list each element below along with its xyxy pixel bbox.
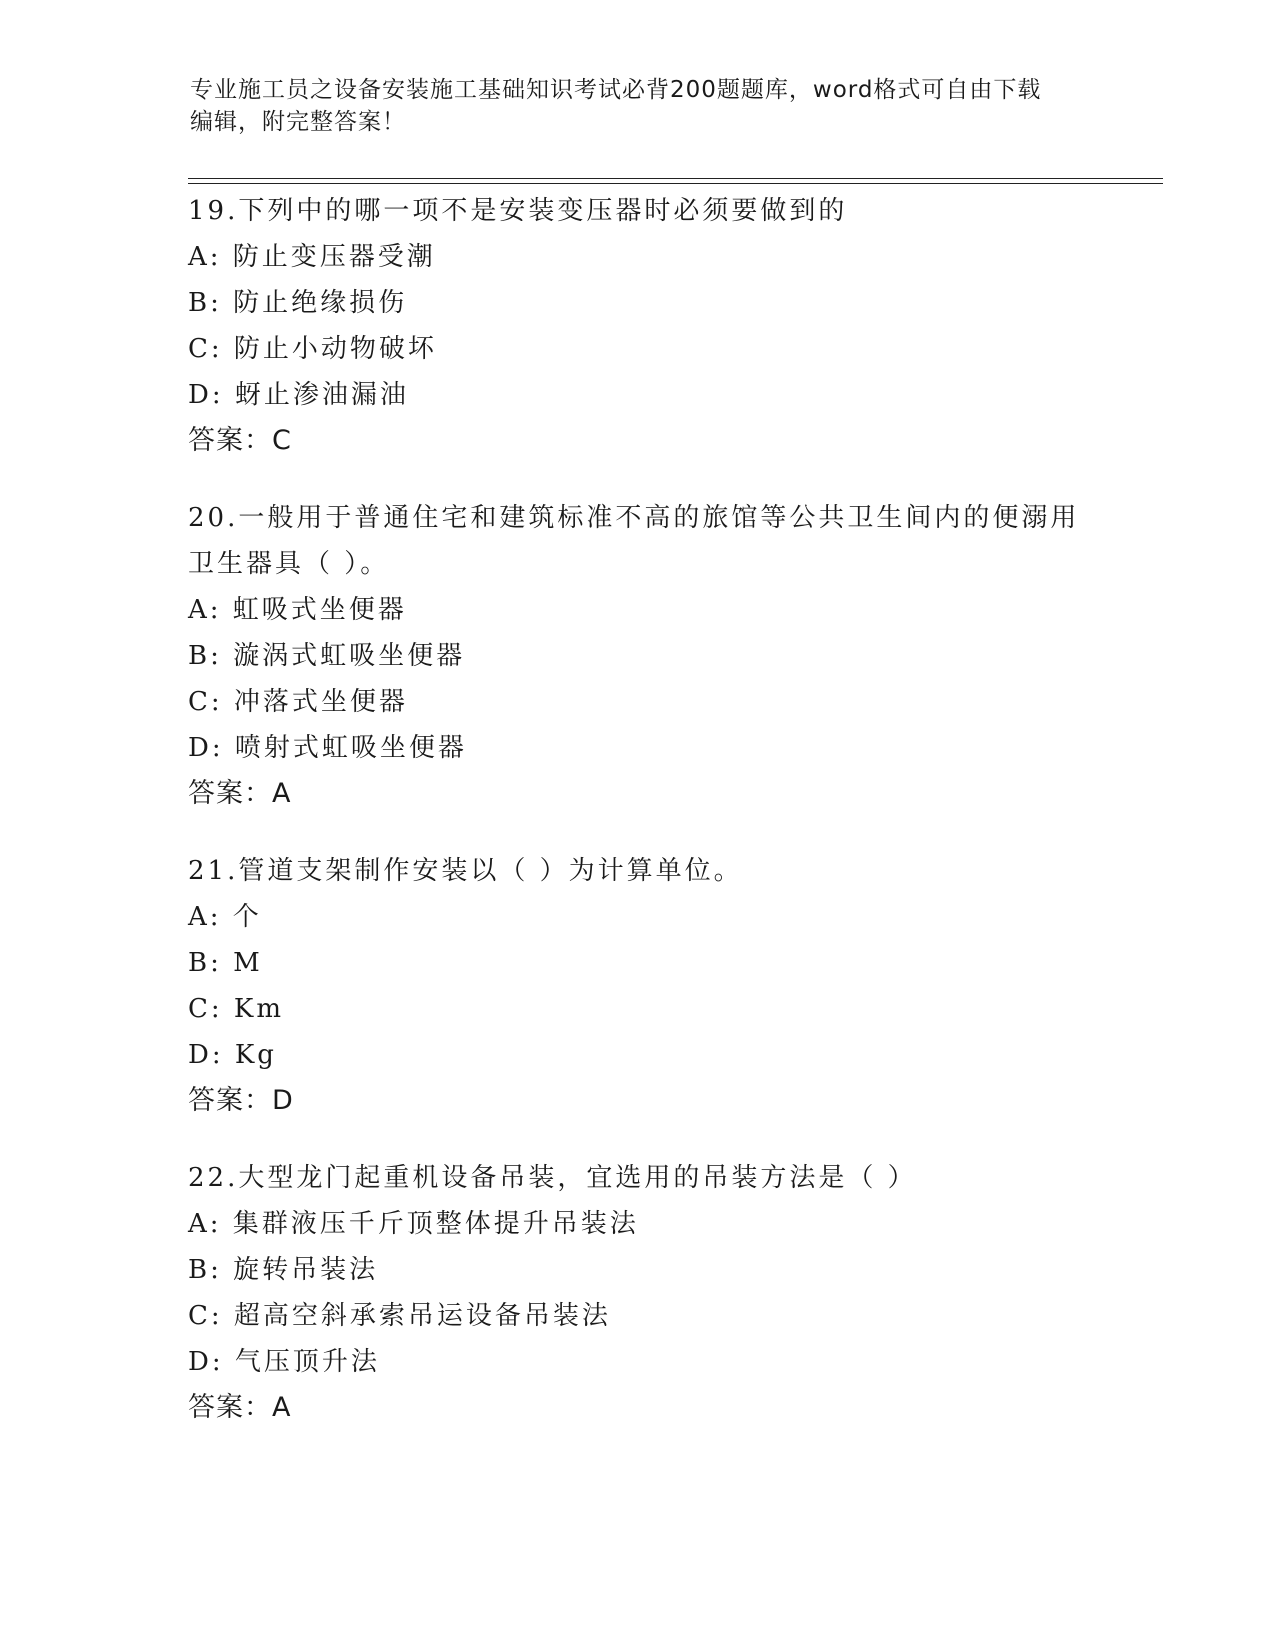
option-c: C: 超高空斜承索吊运设备吊装法: [188, 1301, 611, 1331]
answer-label: 答案：C: [188, 425, 292, 456]
option-a: A: 集群液压千斤顶整体提升吊装法: [188, 1209, 639, 1239]
option-b: B: 漩涡式虹吸坐便器: [188, 641, 466, 671]
header-divider-top: [188, 178, 1163, 179]
question-20: [188, 495, 1148, 817]
option-d: D: 气压顶升法: [188, 1347, 380, 1377]
header-line-1: 专业施工员之设备安装施工基础知识考试必背200题题库，word格式可自由下载: [190, 77, 1042, 103]
question-21: [188, 848, 1148, 1124]
header-line-2: 编辑，附完整答案！: [190, 109, 406, 135]
option-d: D: Kg: [188, 1040, 277, 1070]
option-a: A: 个: [188, 902, 262, 932]
question-list: [188, 188, 1148, 1462]
question-stem: 22.大型龙门起重机设备吊装，宜选用的吊装方法是（ ）: [188, 1163, 917, 1193]
question-22: [188, 1155, 1148, 1431]
option-a: A: 虹吸式坐便器: [188, 595, 407, 625]
option-d: D: 蚜止渗油漏油: [188, 380, 409, 410]
option-a: A: 防止变压器受潮: [188, 242, 436, 272]
option-c: C: Km: [188, 994, 284, 1024]
question-19: [188, 188, 1148, 464]
option-b: B: 防止绝缘损伤: [188, 288, 408, 318]
option-b: B: M: [188, 948, 263, 978]
option-b: B: 旋转吊装法: [188, 1255, 379, 1285]
document-header: [190, 74, 1090, 138]
question-stem: 20.一般用于普通住宅和建筑标准不高的旅馆等公共卫生间内的便溺用卫生器具（ ）。: [188, 503, 1080, 579]
option-d: D: 喷射式虹吸坐便器: [188, 733, 467, 763]
question-stem: 21.管道支架制作安装以（ ）为计算单位。: [188, 856, 743, 886]
header-divider-bottom: [188, 183, 1163, 184]
option-c: C: 冲落式坐便器: [188, 687, 408, 717]
answer-label: 答案：D: [188, 1085, 294, 1116]
answer-label: 答案：A: [188, 1392, 292, 1423]
question-stem: 19.下列中的哪一项不是安装变压器时必须要做到的: [188, 196, 848, 226]
option-c: C: 防止小动物破坏: [188, 334, 437, 364]
answer-label: 答案：A: [188, 778, 292, 809]
